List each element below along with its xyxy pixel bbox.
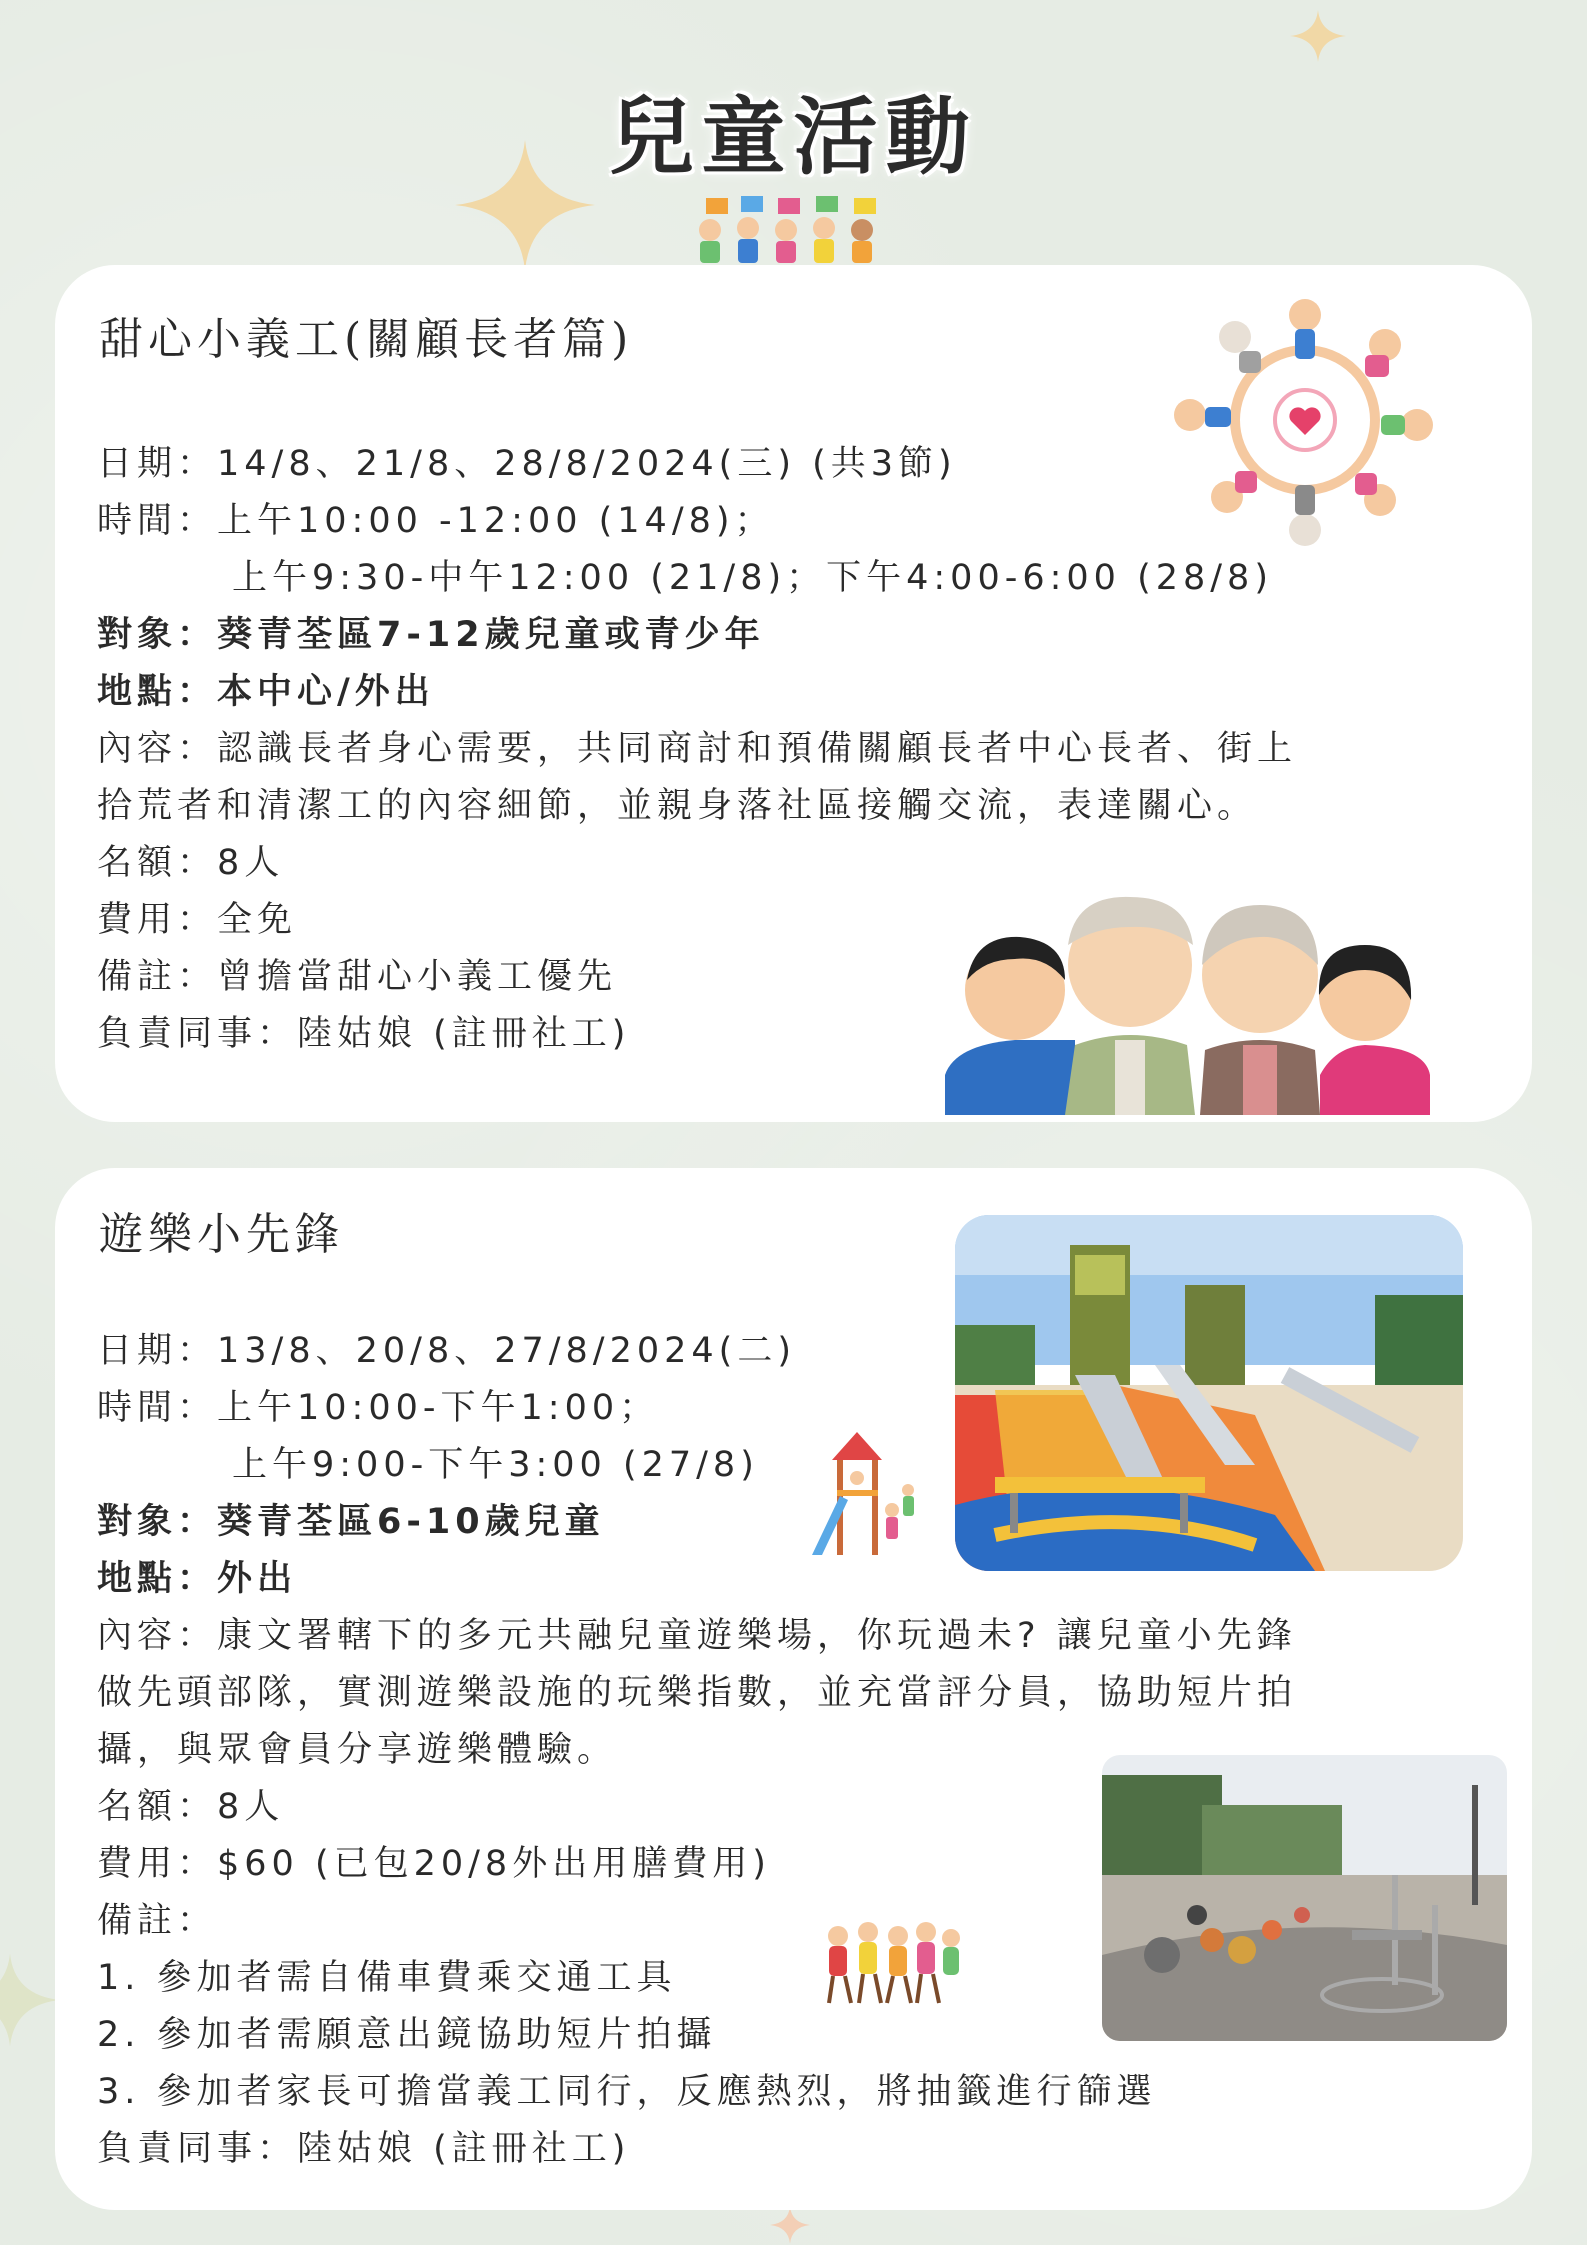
staff-value: 陸姑娘 (註冊社工) (297, 2129, 631, 2169)
venue-label: 地點： (97, 672, 218, 712)
playground-photo-1 (955, 1215, 1463, 1571)
remark-item-3: 3. 參加者家長可擔當義工同行，反應熱烈，將抽籤進行篩選 (97, 2072, 1157, 2112)
target-label: 對象： (97, 1502, 218, 1542)
target-value: 葵青荃區7-12歲兒童或青少年 (217, 615, 765, 655)
quota-value: 8人 (217, 1787, 285, 1827)
grandparents-with-kids-icon (925, 875, 1445, 1115)
date-label: 日期： (97, 444, 218, 484)
people-circle-heart-icon (1155, 285, 1455, 555)
remark-label: 備註： (97, 957, 218, 997)
staff-label: 負責同事： (97, 2129, 298, 2169)
activity-card-2 (55, 1168, 1532, 2210)
kids-dancing-icon (823, 1918, 963, 2008)
time-value-line2: 上午9:00-下午3:00 (27/8) (232, 1445, 759, 1485)
target-label: 對象： (97, 615, 218, 655)
time-value-line2: 上午9:30-中午12:00 (21/8)；下午4:00-6:00 (28/8) (232, 558, 1273, 598)
remark-item-1: 1. 參加者需自備車費乘交通工具 (97, 1958, 677, 1998)
time-value-line1: 上午10:00 -12:00 (14/8)； (217, 501, 775, 541)
content-line1: 認識長者身心需要，共同商討和預備關顧長者中心長者、街上 (217, 729, 1298, 769)
activity1-title: 甜心小義工(關顧長者篇) (99, 314, 634, 365)
venue-value: 本中心/外出 (217, 672, 435, 712)
quota-value: 8人 (217, 843, 285, 883)
sparkle-icon (770, 2205, 810, 2245)
playground-slide-icon (812, 1430, 922, 1560)
remark-item-2: 2. 參加者需願意出鏡協助短片拍攝 (97, 2015, 717, 2055)
time-label: 時間： (97, 1388, 218, 1428)
time-label: 時間： (97, 501, 218, 541)
playground-photo-2 (1102, 1755, 1507, 2041)
fee-label: 費用： (97, 900, 218, 940)
time-value-line1: 上午10:00-下午1:00； (217, 1388, 660, 1428)
kids-holding-signs-icon (686, 196, 906, 268)
fee-value: 全免 (217, 900, 298, 940)
content-line1: 康文署轄下的多元共融兒童遊樂場，你玩過未? 讓兒童小先鋒 (217, 1616, 1297, 1656)
date-value: 13/8、20/8、27/8/2024(二) (217, 1331, 796, 1371)
venue-value: 外出 (217, 1559, 298, 1599)
remark-value: 曾擔當甜心小義工優先 (217, 957, 618, 997)
sparkle-icon (1290, 8, 1346, 64)
fee-value: $60 (已包20/8外出用膳費用) (217, 1844, 771, 1884)
content-line3: 攝，與眾會員分享遊樂體驗。 (97, 1730, 618, 1770)
page-title: 兒童活動 (609, 87, 978, 186)
content-label: 內容： (97, 729, 218, 769)
staff-value: 陸姑娘 (註冊社工) (297, 1014, 631, 1054)
remark-label: 備註： (97, 1901, 218, 1941)
date-value: 14/8、21/8、28/8/2024(三) (共3節) (217, 444, 957, 484)
quota-label: 名額： (97, 1787, 218, 1827)
fee-label: 費用： (97, 1844, 218, 1884)
activity2-title: 遊樂小先鋒 (99, 1209, 344, 1260)
target-value: 葵青荃區6-10歲兒童 (217, 1502, 605, 1542)
sparkle-icon (0, 1940, 60, 2060)
content-line2: 拾荒者和清潔工的內容細節，並親身落社區接觸交流，表達關心。 (97, 786, 1258, 826)
content-line2: 做先頭部隊，實測遊樂設施的玩樂指數，並充當評分員，協助短片拍 (97, 1673, 1298, 1713)
quota-label: 名額： (97, 843, 218, 883)
staff-label: 負責同事： (97, 1014, 298, 1054)
venue-label: 地點： (97, 1559, 218, 1599)
content-label: 內容： (97, 1616, 218, 1656)
date-label: 日期： (97, 1331, 218, 1371)
activity-card-1 (55, 265, 1532, 1122)
